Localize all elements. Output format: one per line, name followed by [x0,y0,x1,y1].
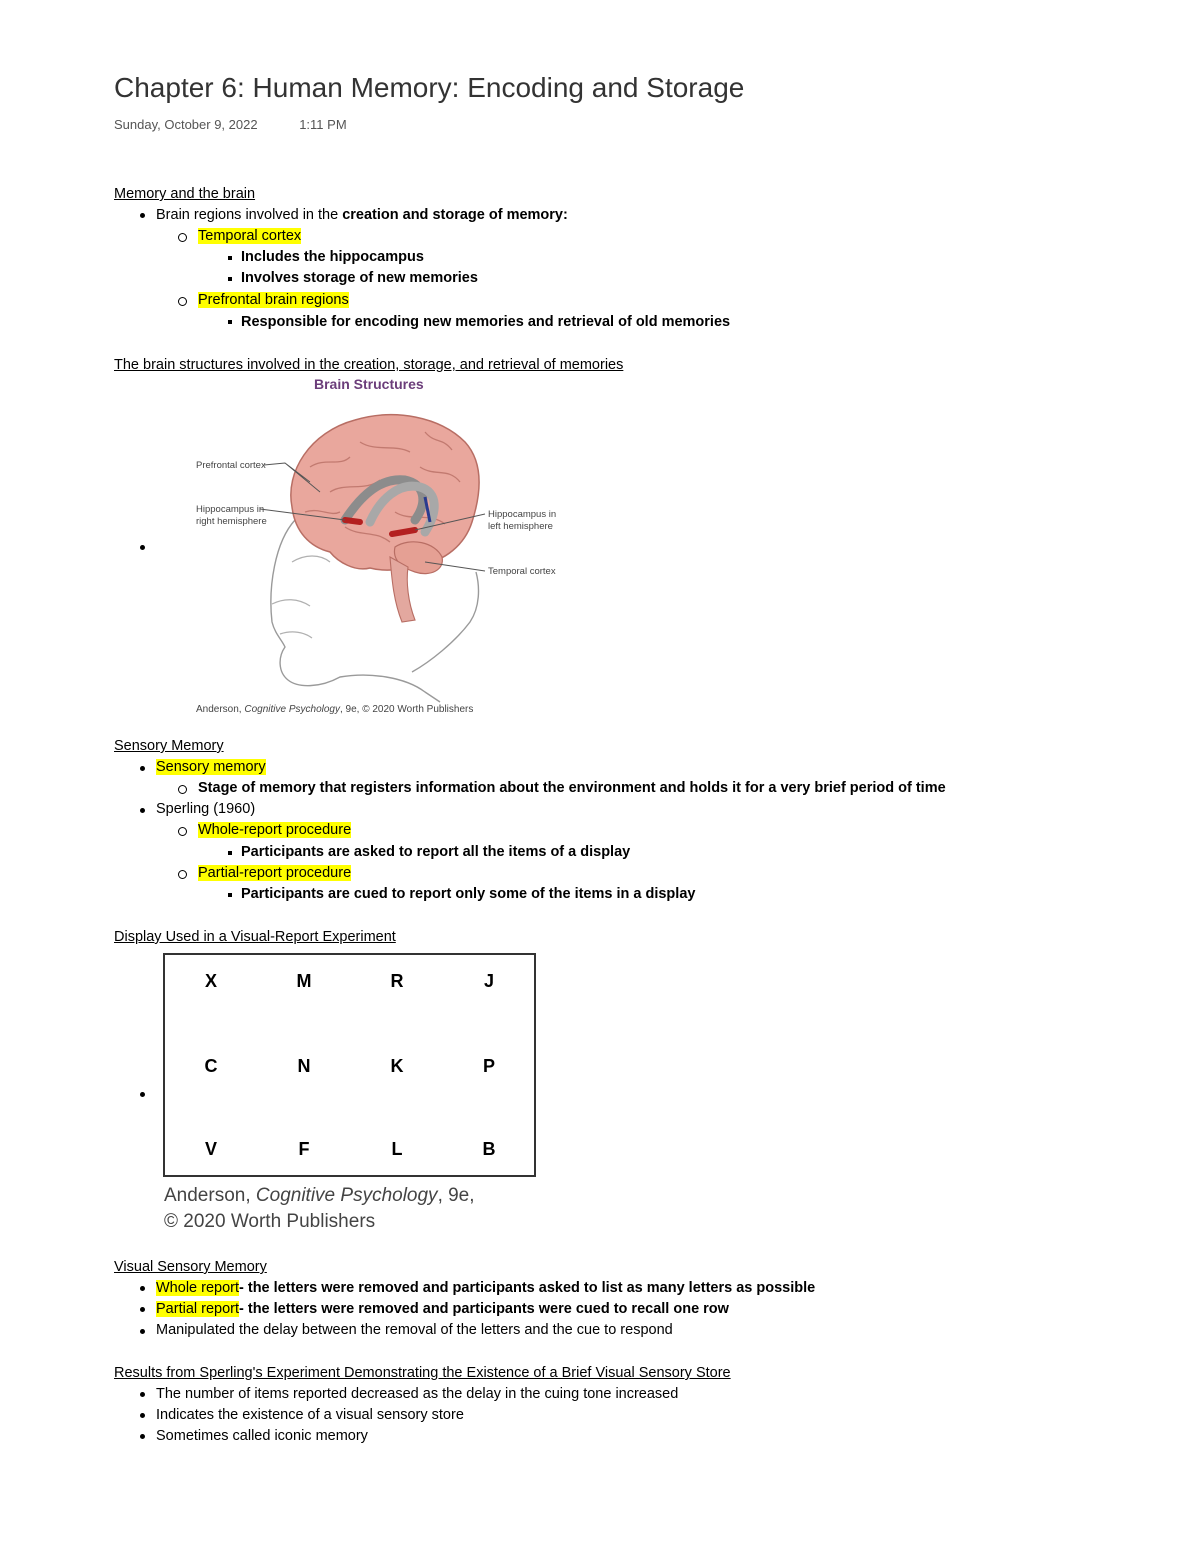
bullet [140,1286,145,1291]
list-item: Prefrontal brain regions [198,292,349,308]
hippocampus-red-right [345,520,360,522]
bullet [140,1392,145,1397]
display-letter: X [204,971,217,991]
display-letter: J [483,971,494,991]
list-item: Stage of memory that registers information about the environment and holds it for a very brief period of time [198,780,946,796]
list-item: Sometimes called iconic memory [156,1428,368,1444]
bullet [178,785,187,794]
list-item: Sperling (1960) [156,801,256,817]
display-letter: V [204,1139,217,1159]
display-letter: P [482,1056,495,1076]
list-item: Whole-report procedure [198,822,352,838]
display-letter: L [391,1139,403,1159]
label-prefrontal: Prefrontal cortex [196,460,266,471]
figure-title: Brain Structures [314,376,424,392]
brain-shape [291,415,479,570]
display-credit-1: Anderson, Cognitive Psychology, 9e, [164,1185,475,1206]
label-temporal: Temporal cortex [488,566,556,577]
bullet [140,1434,145,1439]
list-item: Brain regions involved in the creation and storage of memory: [156,207,568,223]
bullet [140,1092,145,1097]
list-item: Includes the hippocampus [241,249,424,265]
list-item: Whole report- the letters were removed and participants asked to list as many letters as possible [156,1280,816,1296]
bullet [140,1329,145,1334]
page-title: Chapter 6: Human Memory: Encoding and Storage [114,72,745,103]
hippocampus-red-left [392,530,415,534]
list-item: Temporal cortex [198,228,302,244]
section-heading-brain-structures: The brain structures involved in the creation, storage, and retrieval of memories [114,357,624,373]
section-heading-sensory-memory: Sensory Memory [114,738,224,754]
bullet [178,297,187,306]
bullet [228,893,232,897]
label-hippo-left-2: left hemisphere [488,521,553,532]
section-heading-results: Results from Sperling's Experiment Demonstrating the Existence of a Brief Visual Sensory Store [114,1365,731,1381]
display-letter: B [482,1139,496,1159]
bullet [140,545,145,550]
bullet [228,320,232,324]
bullet [178,870,187,879]
list-item: The number of items reported decreased as the delay in the cuing tone increased [156,1386,679,1402]
list-item: Participants are cued to report only some of the items in a display [241,886,696,902]
list-item: Partial-report procedure [198,865,352,881]
bullet [228,277,232,281]
display-letter: R [390,971,404,991]
list-item: Sensory memory [156,759,266,775]
list-item: Indicates the existence of a visual sensory store [156,1407,464,1423]
list-item: Responsible for encoding new memories and retrieval of old memories [241,314,731,330]
brain-structures-figure [180,372,570,722]
bullet [228,851,232,855]
section-heading-visual-sensory: Visual Sensory Memory [114,1259,267,1275]
bullet [140,213,145,218]
bullet [140,1307,145,1312]
face-lines [272,556,330,638]
page-date [114,117,347,132]
figure-credit: Anderson, Cognitive Psychology, 9e, © 2020 Worth Publishers [196,704,474,715]
bullet [140,766,145,771]
label-hippo-left-1: Hippocampus in [488,509,557,520]
display-letter: N [297,1056,311,1076]
display-letter: C [204,1056,218,1076]
bullet [140,808,145,813]
section-heading-memory-brain: Memory and the brain [114,186,256,202]
bullet [178,233,187,242]
list-item: Manipulated the delay between the removal of the letters and the cue to respond [156,1322,673,1338]
list-item: Involves storage of new memories [241,270,478,286]
label-hippo-right-1: Hippocampus in [196,504,265,515]
display-letter: F [298,1139,310,1159]
bullet [178,827,187,836]
bullet [228,256,232,260]
time-text: 1:11 PM [299,117,347,132]
section-heading-display: Display Used in a Visual-Report Experiment [114,929,396,945]
list-item: Partial report- the letters were removed and participants were cued to recall one row [156,1301,729,1317]
list-item: Participants are asked to report all the items of a display [241,844,631,860]
date-text: Sunday, October 9, 2022 [114,117,258,132]
display-letter: M [296,971,312,991]
display-credit-2: © 2020 Worth Publishers [164,1211,376,1232]
bullet [140,1413,145,1418]
display-letter: K [390,1056,404,1076]
label-hippo-right-2: right hemisphere [196,516,267,527]
